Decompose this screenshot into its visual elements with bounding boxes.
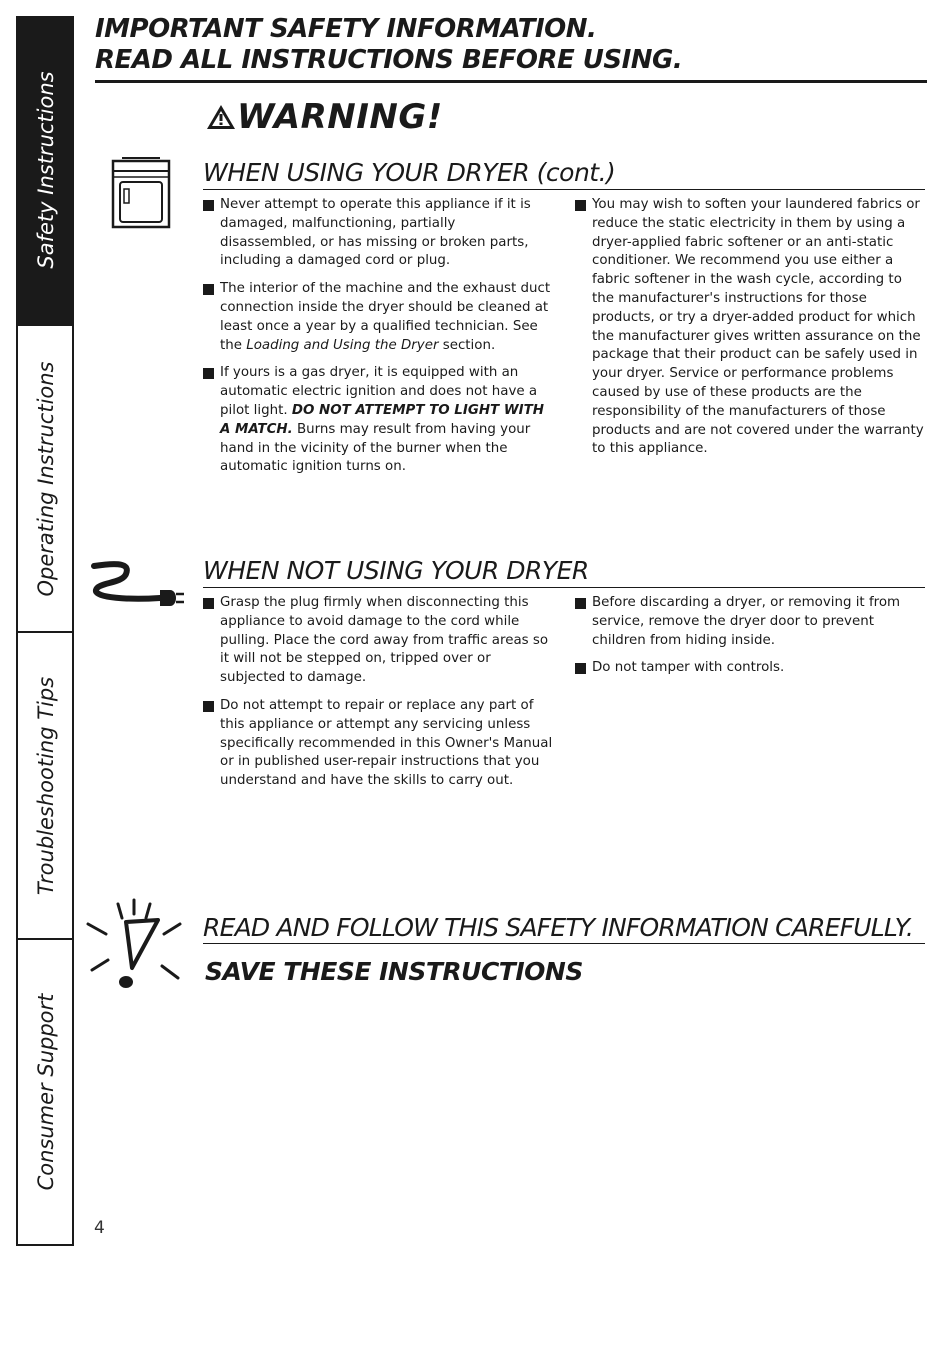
tab-troubleshooting-tips[interactable]	[18, 633, 74, 940]
tab-label: Consumer Support	[34, 993, 58, 1191]
list-item	[203, 280, 555, 355]
emphasis-warning: DO NOT ATTEMPT TO LIGHT WITH A MATCH.	[220, 402, 544, 437]
warning-title: WARNING!	[237, 97, 443, 137]
bullet-text: Do not tamper with controls.	[592, 660, 785, 676]
warning-heading	[205, 97, 443, 137]
tab-label: Safety Instructions	[34, 71, 58, 269]
when-not-using-right-column	[575, 594, 925, 687]
tab-consumer-support[interactable]	[18, 940, 74, 1244]
when-not-using-left-column	[203, 594, 555, 800]
page-number: 4	[94, 1218, 105, 1238]
read-and-follow-heading: READ AND FOLLOW THIS SAFETY INFORMATION CAREFULLY.	[203, 913, 925, 944]
warning-triangle-icon	[205, 103, 237, 131]
list-item	[575, 196, 925, 459]
exclamation-alert-icon	[82, 898, 190, 994]
when-using-left-column	[203, 196, 555, 486]
list-item	[203, 364, 555, 477]
list-item	[203, 594, 555, 688]
bullet-text: The interior of the machine and the exhaust duct connection inside the dryer should be cleaned at least once a year by a qualified technician. See the	[220, 281, 551, 353]
tab-label: Troubleshooting Tips	[34, 676, 58, 895]
bullet-text: If yours is a gas dryer, it is equipped with an automatic electric ignition and does not have a pilot light.	[220, 365, 538, 418]
save-instructions-heading: SAVE THESE INSTRUCTIONS	[205, 957, 583, 986]
section-title-when-using: WHEN USING YOUR DRYER (cont.)	[203, 158, 925, 190]
bullet-text: Grasp the plug firmly when disconnecting this appliance to avoid damage to the cord while pulling. Place the cord away from traffic areas so it will not be stepped on, tripped over or subjected to damage.	[220, 595, 549, 686]
section-title-when-not-using: WHEN NOT USING YOUR DRYER	[203, 556, 925, 588]
bullet-text-end: section.	[438, 337, 496, 353]
tab-label: Operating Instructions	[34, 361, 58, 596]
bullet-text: Do not attempt to repair or replace any part of this appliance or attempt any servicing unless specifically recommended in this Owner's Manual or in published user-repair instructions that you understand and have the skills to carry out.	[220, 697, 553, 789]
tab-safety-instructions[interactable]	[18, 16, 74, 326]
tab-operating-instructions[interactable]	[18, 326, 74, 633]
list-item	[575, 659, 925, 678]
header-line-2: READ ALL INSTRUCTIONS BEFORE USING.	[95, 45, 683, 75]
section-reference: Loading and Using the Dryer	[246, 337, 439, 353]
page-header	[95, 14, 927, 83]
dryer-icon	[110, 155, 172, 233]
list-item	[575, 594, 925, 650]
header-line-1: IMPORTANT SAFETY INFORMATION.	[95, 14, 597, 44]
when-using-right-column	[575, 196, 925, 468]
bullet-text: Before discarding a dryer, or removing it from service, remove the dryer door to prevent children from hiding inside.	[592, 595, 901, 648]
bullet-text: You may wish to soften your laundered fabrics or reduce the static electricity in them by using a dryer-applied fabric softener or an anti-static conditioner. We recommend you use either a fabric softener in the wash cycle, according to the manufacturer's instructions for those products, or try a dryer-added product for which the manufacturer gives written assurance on the package that their product can be safely used in your dryer. Service or performance problems caused by use of these products are the responsibility of the manufacturers of those products and are not covered under the warranty to this appliance.	[592, 197, 924, 457]
bullet-text-end: Burns may result from having your hand in the vicinity of the burner when the automatic ignition turns on.	[220, 421, 531, 475]
section-tab-rail	[16, 16, 74, 1246]
power-cord-plug-icon	[90, 560, 186, 610]
bullet-text: Never attempt to operate this appliance if it is damaged, malfunctioning, partially disassembled, or has missing or broken parts, including a damaged cord or plug.	[220, 197, 531, 269]
list-item	[203, 196, 555, 271]
list-item	[203, 697, 555, 791]
